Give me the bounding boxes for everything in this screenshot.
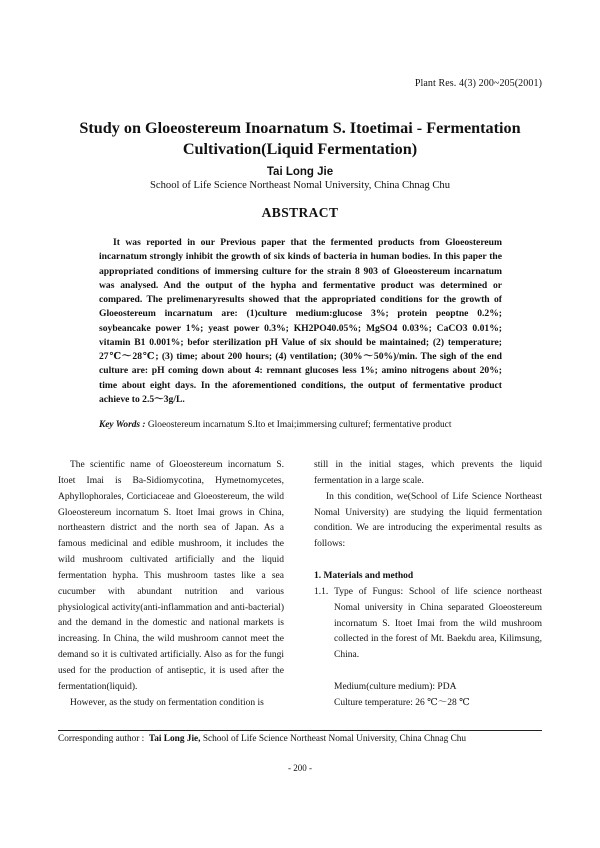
- footnote-label: Corresponding author :: [58, 734, 145, 744]
- abstract-heading: ABSTRACT: [261, 205, 339, 220]
- spacer: [314, 664, 542, 680]
- body-paragraph: However, as the study on fermentation condition is: [70, 697, 264, 708]
- body-paragraph: The scientific name of Gloeostereum incornatum S. Itoet Imai is Ba-Sidiomycotina, Hymetnomycetes, Aphyllophorales, Corticiaceae and Gloeostereum, the wild Gloeostereum incornatum S. Itoet Imai grows in China, northeastern district and the north sea of Japan. As a famous medicinal and edible mushroom, it includes the wild mushroom cultivated artificially and the liquid fermentation hypha. This mushroom tastes like a sea cucumber with abundant nutrition and various physiological activity(anti-inflammation and anti-bacterial) and the demand in the domestic and national markets is increasing. In China, the wild mushroom cannot meet the demand so it is cultivated artificially. Also as for the fungi used for the production of antiseptic, it is used after the fermentation(liquid).: [58, 460, 284, 692]
- body-left-column: [58, 458, 284, 712]
- list-item-text: Type of Fungus: School of life science northeast Nomal university in China separated Gloeostereum incornatum S. Itoet Imai from the wild mushroom collected in the forest of Mt. Baekdu area, Kilimsung, China.: [334, 586, 542, 661]
- body-paragraph: In this condition, we(School of Life Science Northeast Nomal University) are studying the liquid fermentation condition. We are introducing the experimental results as follows:: [314, 491, 542, 550]
- list-item-number: 1.1.: [314, 586, 329, 597]
- footnote-text: School of Life Science Northeast Nomal University, China Chnag Chu: [202, 734, 467, 744]
- footnote-divider: [58, 730, 542, 731]
- medium-line: Medium(culture medium): PDA: [334, 682, 457, 693]
- footnote-author-name: Tai Long Jie,: [148, 734, 201, 744]
- keywords-label: Key Words :: [99, 420, 146, 430]
- author-affiliation: School of Life Science Northeast Nomal University, China Chnag Chu: [150, 180, 450, 191]
- keywords: [99, 420, 519, 430]
- body-right-column: [314, 458, 542, 712]
- author-name: Tai Long Jie: [266, 166, 334, 178]
- keywords-text: Gloeostereum incarnatum S.Ito et Imai;immersing culturef; fermentative product: [147, 420, 452, 430]
- title-line-2: Cultivation(Liquid Fermentation): [182, 140, 418, 158]
- list-item: [314, 585, 542, 664]
- title-line-1: Study on Gloeostereum Inoarnatum S. Itoetimai - Fermentation: [79, 119, 521, 137]
- body-paragraph: still in the initial stages, which prevents the liquid fermentation in a large scale.: [314, 460, 542, 486]
- abstract-text: It was reported in our Previous paper that the fermented products from Gloeostereum incarnatum strongly inhibit the growth of six kinds of bacteria in human bodies. In this paper the appropriated conditions of immersing culture for the strain 8 903 of Gloeostereum incarnatum was analysed. And the output of the hypha and fermentative product was determined or compared. The prelimenaryresults showed that the appropriated conditions for the growth of Gloeostereum incarnatum are: (1)culture medium:glucose 3%; protein peoptne 0.2%; soybeancake power 1%; yeast power 0.3%; KH2PO40.05%; MgSO4 0.03%; CaCO3 0.01%; vitamin B1 0.001%; befor sterilization pH Value of six should be maintained; (2) temperature; 27℃～28℃; (3) time; about 200 hours; (4) ventilation; (30%～50%)/min. The sigh of the end culture are: pH coming down about 4: remnant glucoses less 1%; amino nitrogens about 20%; time about eight days. In the aforementioned conditions, the output of fermentative product achieve to 2.5～3g/L.: [99, 237, 502, 405]
- page-number: - 200 -: [288, 763, 312, 773]
- temperature-line: Culture temperature: 26 ℃～28 ℃: [334, 697, 470, 708]
- section-heading: 1. Materials and method: [314, 571, 414, 582]
- corresponding-author-footnote: [58, 734, 548, 744]
- journal-reference: Plant Res. 4(3) 200~205(2001): [414, 78, 542, 89]
- paper-title: [70, 118, 530, 160]
